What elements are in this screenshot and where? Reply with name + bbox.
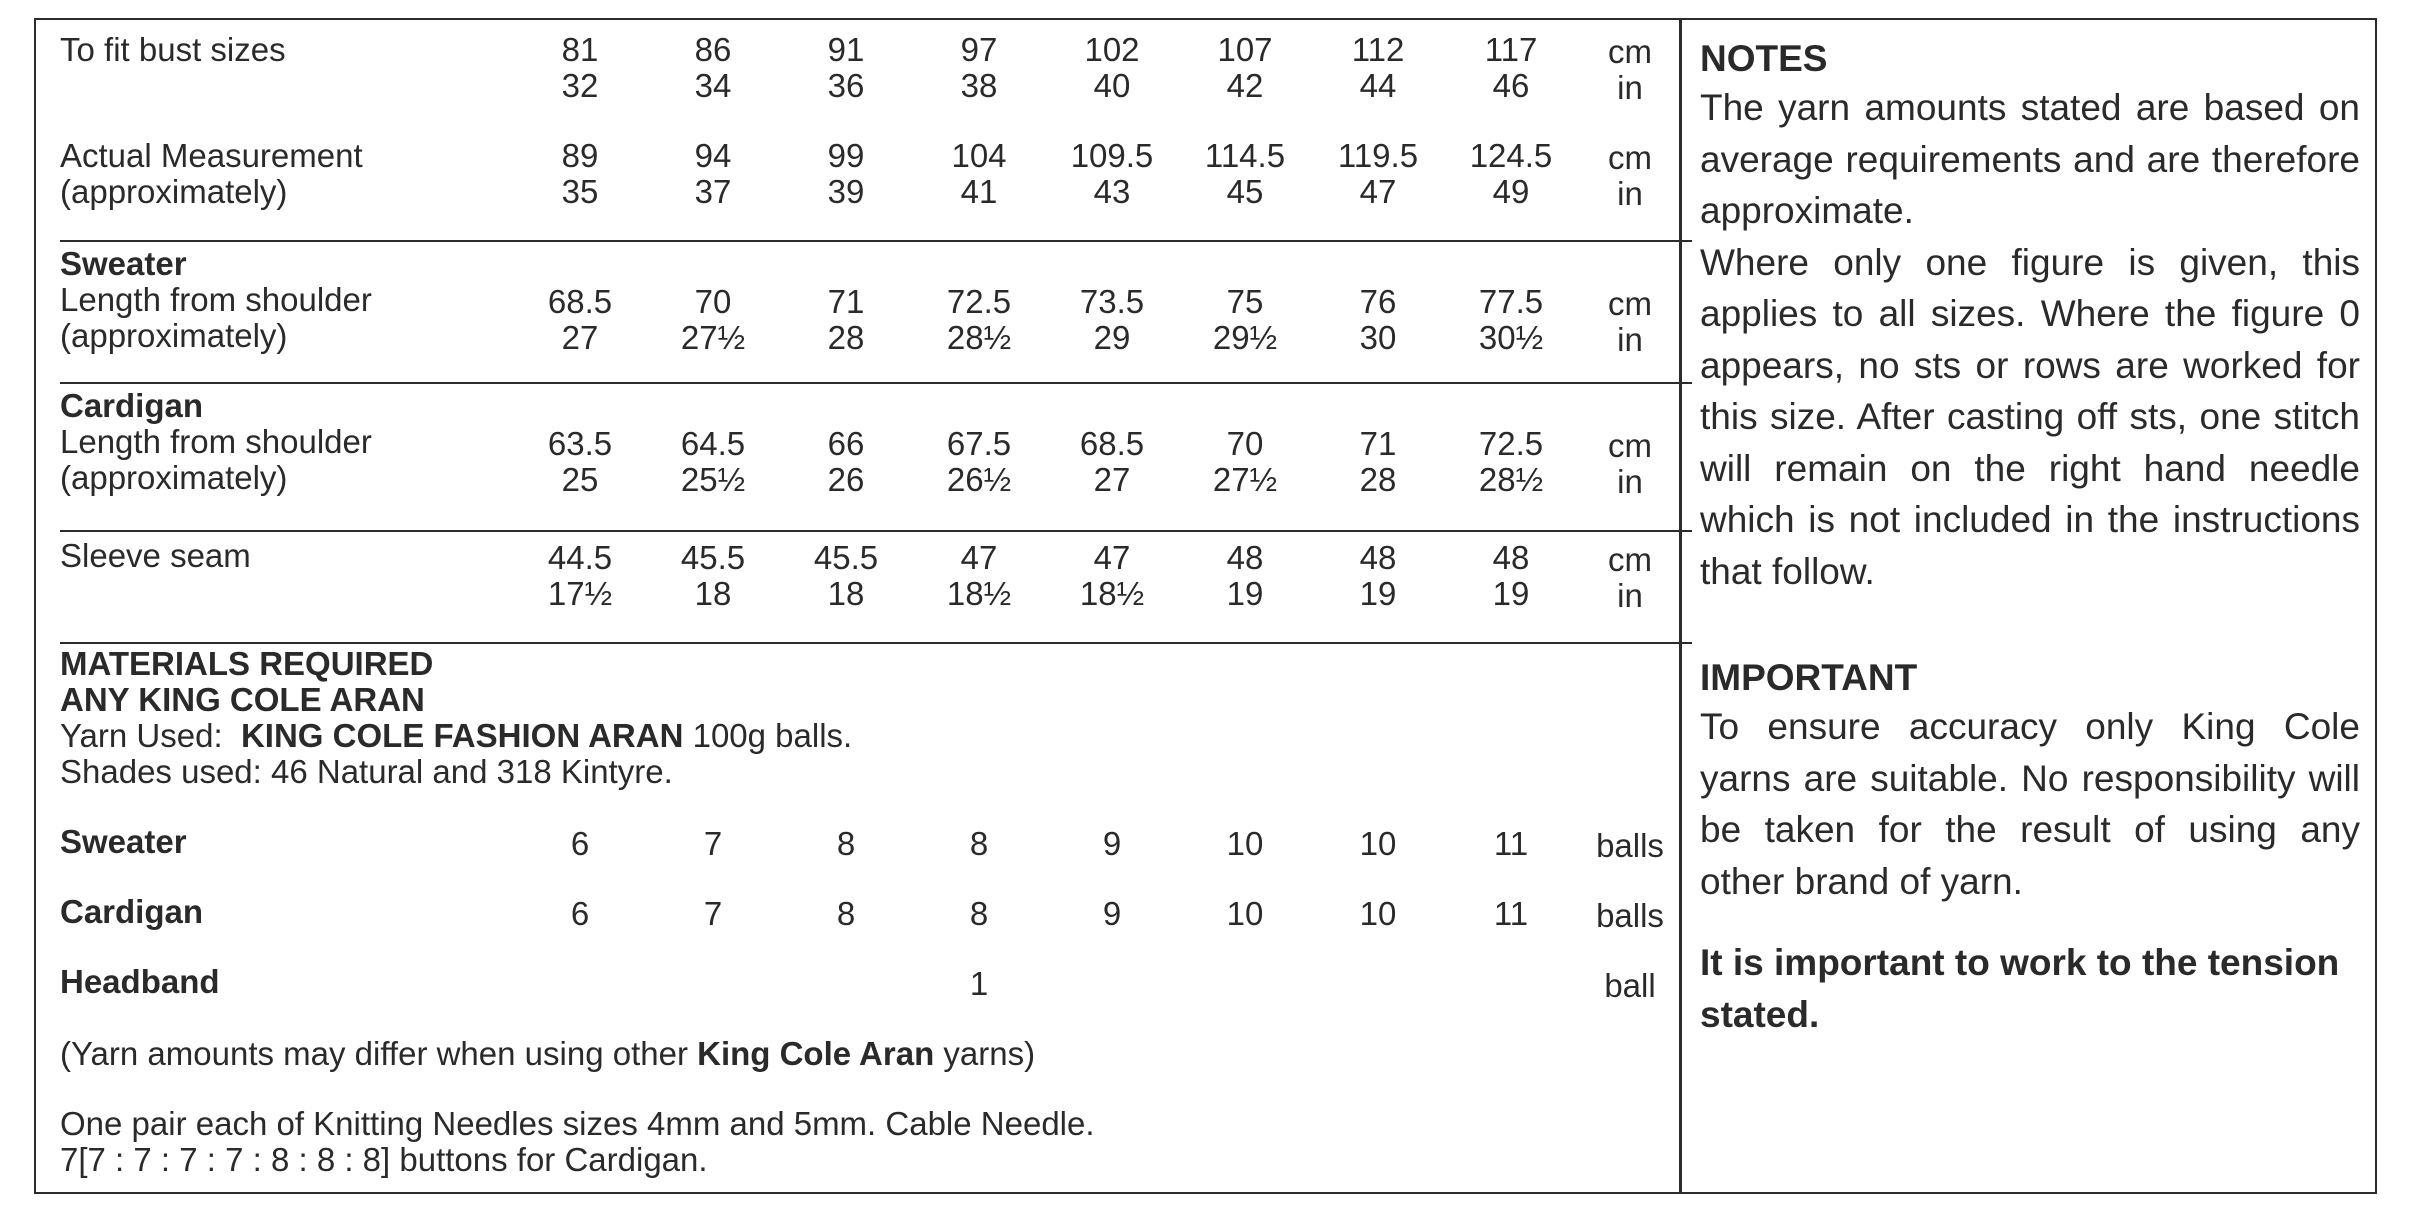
yarn-used-suffix: 100g balls. bbox=[683, 717, 853, 754]
needles-line: One pair each of Knitting Needles sizes 4mm and 5mm. Cable Needle. bbox=[60, 1105, 1095, 1142]
value-in: 19 bbox=[1226, 575, 1264, 612]
value-cm: 44.5 bbox=[547, 539, 613, 576]
unit-cm: cm bbox=[1608, 139, 1652, 176]
unit-cm: cm bbox=[1608, 541, 1652, 578]
value-cm: 47 bbox=[1093, 539, 1131, 576]
divider-line bbox=[60, 382, 1692, 384]
value-cm: 64.5 bbox=[680, 425, 746, 462]
ball-count: 1 bbox=[969, 965, 989, 1002]
ball-count: 11 bbox=[1493, 895, 1529, 932]
important-heading: IMPORTANT bbox=[1700, 657, 1918, 698]
divider-line bbox=[60, 530, 1692, 532]
row-label: Cardigan bbox=[60, 893, 204, 930]
row-label: To fit bust sizes bbox=[60, 31, 286, 68]
spacer bbox=[1700, 597, 2360, 655]
value-cm: 45.5 bbox=[680, 539, 746, 576]
value-cm: 48 bbox=[1492, 539, 1530, 576]
row-label: Length from shoulder bbox=[60, 281, 372, 318]
unit-in: in bbox=[1617, 175, 1643, 212]
value-in: 41 bbox=[960, 173, 998, 210]
unit-in: in bbox=[1617, 577, 1643, 614]
ball-count: 11 bbox=[1493, 825, 1529, 862]
ball-count: 7 bbox=[703, 895, 723, 932]
value-cm: 63.5 bbox=[547, 425, 613, 462]
ball-count: 9 bbox=[1102, 825, 1122, 862]
row-label-approx: (approximately) bbox=[60, 459, 288, 496]
value-in: 43 bbox=[1093, 173, 1131, 210]
ball-count: 10 bbox=[1226, 895, 1264, 932]
value-in: 36 bbox=[827, 67, 865, 104]
value-cm: 99 bbox=[827, 137, 865, 174]
ball-count: 8 bbox=[969, 825, 989, 862]
row-label-approx: (approximately) bbox=[60, 317, 288, 354]
divider-line bbox=[60, 642, 1692, 644]
value-cm: 76 bbox=[1359, 283, 1397, 320]
value-in: 40 bbox=[1093, 67, 1131, 104]
note-prefix: (Yarn amounts may differ when using other bbox=[60, 1035, 698, 1072]
value-in: 39 bbox=[827, 173, 865, 210]
unit-balls: balls bbox=[1596, 827, 1664, 864]
note-brand: King Cole Aran bbox=[697, 1035, 935, 1072]
ball-count: 10 bbox=[1359, 825, 1397, 862]
value-cm: 48 bbox=[1359, 539, 1397, 576]
value-in: 29½ bbox=[1212, 319, 1278, 356]
value-in: 26½ bbox=[946, 461, 1012, 498]
value-in: 17½ bbox=[547, 575, 613, 612]
value-cm: 66 bbox=[827, 425, 865, 462]
yarn-used-line bbox=[60, 718, 852, 754]
value-in: 18 bbox=[694, 575, 732, 612]
row-label-approx: (approximately) bbox=[60, 173, 288, 210]
unit-cm: cm bbox=[1608, 427, 1652, 464]
value-in: 34 bbox=[694, 67, 732, 104]
value-cm: 102 bbox=[1084, 31, 1140, 68]
value-cm: 109.5 bbox=[1070, 137, 1154, 174]
row-label: Length from shoulder bbox=[60, 423, 372, 460]
value-in: 30 bbox=[1359, 319, 1397, 356]
unit-in: in bbox=[1617, 69, 1643, 106]
value-in: 26 bbox=[827, 461, 865, 498]
notes-paragraph-1: The yarn amounts stated are based on average requirements and are therefore approximate. bbox=[1700, 87, 2360, 231]
value-in: 49 bbox=[1492, 173, 1530, 210]
value-cm: 112 bbox=[1351, 31, 1405, 68]
value-in: 30½ bbox=[1478, 319, 1544, 356]
value-in: 35 bbox=[561, 173, 599, 210]
value-in: 46 bbox=[1492, 67, 1530, 104]
value-in: 28½ bbox=[1478, 461, 1544, 498]
value-cm: 45.5 bbox=[813, 539, 879, 576]
value-cm: 81 bbox=[561, 31, 599, 68]
row-label: Sleeve seam bbox=[60, 537, 251, 574]
value-in: 45 bbox=[1226, 173, 1264, 210]
row-label: Headband bbox=[60, 963, 220, 1000]
ball-count: 9 bbox=[1102, 895, 1122, 932]
ball-count: 10 bbox=[1359, 895, 1397, 932]
value-cm: 97 bbox=[960, 31, 998, 68]
unit-cm: cm bbox=[1608, 33, 1652, 70]
value-in: 25½ bbox=[680, 461, 746, 498]
notes-panel bbox=[1700, 36, 2360, 1040]
size-row-sleeve-seam bbox=[60, 537, 1700, 614]
value-in: 28 bbox=[827, 319, 865, 356]
value-cm: 124.5 bbox=[1469, 137, 1553, 174]
value-in: 27½ bbox=[1212, 461, 1278, 498]
ball-count: 7 bbox=[703, 825, 723, 862]
value-in: 27 bbox=[1093, 461, 1131, 498]
unit-in: in bbox=[1617, 463, 1643, 500]
tension-note: It is important to work to the tension stated. bbox=[1700, 942, 2340, 1035]
value-cm: 70 bbox=[694, 283, 732, 320]
yarn-amount-note bbox=[60, 1036, 1035, 1072]
value-cm: 94 bbox=[694, 137, 732, 174]
materials-subheading: ANY KING COLE ARAN bbox=[60, 681, 425, 718]
ball-count: 10 bbox=[1226, 825, 1264, 862]
value-cm: 47 bbox=[960, 539, 998, 576]
value-in: 27 bbox=[561, 319, 599, 356]
materials-row-headband bbox=[60, 964, 1700, 1004]
ball-count: 8 bbox=[836, 825, 856, 862]
value-cm: 77.5 bbox=[1478, 283, 1544, 320]
value-cm: 71 bbox=[1359, 425, 1397, 462]
unit-cm: cm bbox=[1608, 285, 1652, 322]
value-cm: 117 bbox=[1484, 31, 1538, 68]
value-cm: 91 bbox=[827, 31, 865, 68]
value-in: 19 bbox=[1492, 575, 1530, 612]
ball-count: 8 bbox=[836, 895, 856, 932]
materials-row-cardigan bbox=[60, 894, 1700, 934]
value-cm: 89 bbox=[561, 137, 599, 174]
value-in: 28½ bbox=[946, 319, 1012, 356]
value-in: 37 bbox=[694, 173, 732, 210]
value-in: 18½ bbox=[1079, 575, 1145, 612]
value-in: 28 bbox=[1359, 461, 1397, 498]
size-row-actual-measurement bbox=[60, 138, 1700, 210]
value-cm: 119.5 bbox=[1337, 137, 1419, 174]
shades-line: Shades used: 46 Natural and 318 Kintyre. bbox=[60, 753, 673, 790]
value-in: 29 bbox=[1093, 319, 1131, 356]
row-label: Actual Measurement bbox=[60, 137, 363, 174]
value-in: 25 bbox=[561, 461, 599, 498]
value-cm: 107 bbox=[1217, 31, 1273, 68]
value-cm: 70 bbox=[1226, 425, 1264, 462]
value-cm: 104 bbox=[951, 137, 1007, 174]
ball-count: 8 bbox=[969, 895, 989, 932]
value-cm: 114.5 bbox=[1204, 137, 1286, 174]
value-in: 44 bbox=[1359, 67, 1397, 104]
value-cm: 72.5 bbox=[1478, 425, 1544, 462]
unit-balls: balls bbox=[1596, 897, 1664, 934]
row-title: Cardigan bbox=[60, 387, 204, 424]
buttons-line: 7[7 : 7 : 7 : 7 : 8 : 8 : 8] buttons for Cardigan. bbox=[60, 1141, 708, 1178]
value-cm: 86 bbox=[694, 31, 732, 68]
value-cm: 48 bbox=[1226, 539, 1264, 576]
note-suffix: yarns) bbox=[934, 1035, 1036, 1072]
value-cm: 72.5 bbox=[946, 283, 1012, 320]
notes-heading: NOTES bbox=[1700, 38, 1828, 79]
value-in: 18 bbox=[827, 575, 865, 612]
value-in: 27½ bbox=[680, 319, 746, 356]
value-in: 47 bbox=[1359, 173, 1397, 210]
spacer bbox=[1700, 907, 2360, 937]
value-in: 38 bbox=[960, 67, 998, 104]
important-paragraph: To ensure accuracy only King Cole yarns are suitable. No responsibility will be taken for the result of using any other brand of yarn. bbox=[1700, 706, 2360, 902]
row-label: Sweater bbox=[60, 823, 187, 860]
row-title: Sweater bbox=[60, 245, 187, 282]
yarn-used-prefix: Yarn Used: bbox=[60, 717, 241, 754]
value-cm: 68.5 bbox=[547, 283, 613, 320]
value-in: 32 bbox=[561, 67, 599, 104]
value-cm: 73.5 bbox=[1079, 283, 1145, 320]
size-and-materials-panel bbox=[34, 18, 1679, 1194]
ball-count: 6 bbox=[570, 895, 590, 932]
ball-count: 6 bbox=[570, 825, 590, 862]
value-cm: 67.5 bbox=[946, 425, 1012, 462]
value-cm: 75 bbox=[1226, 283, 1264, 320]
value-in: 42 bbox=[1226, 67, 1264, 104]
size-row-sweater-length bbox=[60, 245, 1700, 358]
value-cm: 71 bbox=[827, 283, 865, 320]
value-in: 18½ bbox=[946, 575, 1012, 612]
materials-heading: MATERIALS REQUIRED bbox=[60, 645, 434, 682]
value-in: 19 bbox=[1359, 575, 1397, 612]
size-row-cardigan-length bbox=[60, 387, 1700, 500]
notes-paragraph-2: Where only one figure is given, this applies to all sizes. Where the figure 0 appears, no sts or rows are worked for this size. After casting off sts, one stitch will remain on the right hand needle which is not included in the instructions that follow. bbox=[1700, 241, 2360, 592]
divider-line bbox=[60, 240, 1692, 242]
value-cm: 68.5 bbox=[1079, 425, 1145, 462]
size-row-bust bbox=[60, 32, 1700, 104]
unit-in: in bbox=[1617, 321, 1643, 358]
unit-ball: ball bbox=[1604, 967, 1656, 1004]
materials-row-sweater bbox=[60, 824, 1700, 864]
yarn-used-brand: KING COLE FASHION ARAN bbox=[240, 717, 684, 754]
